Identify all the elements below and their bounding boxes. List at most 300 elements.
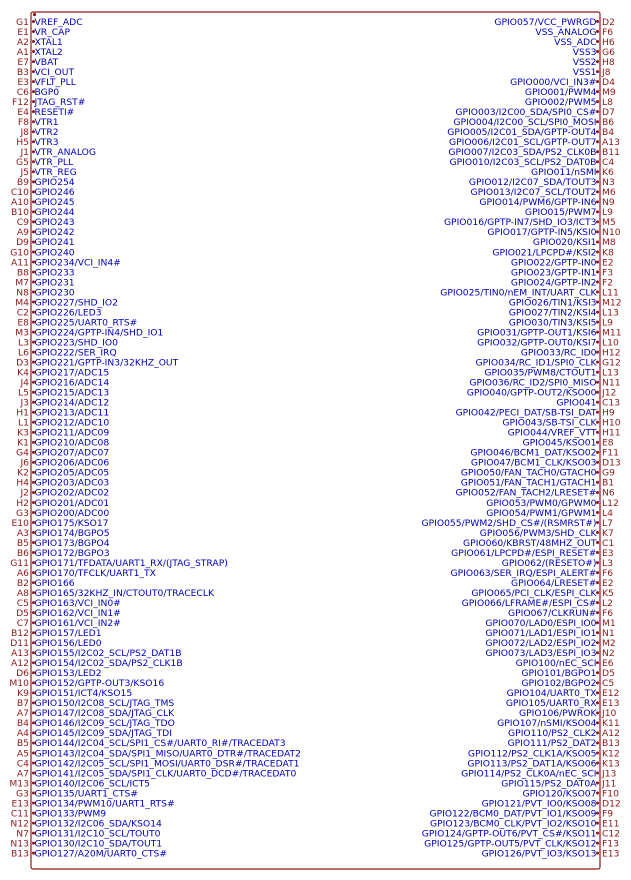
pin-label-gpio062-reseto: GPIO062/(RESETO#) [501, 557, 597, 569]
pin-number: C4 [16, 758, 29, 770]
pin-number: G5 [16, 157, 29, 169]
pin-label-gpio214-adc12: GPIO214/ADC12 [34, 397, 110, 409]
pin-number: A11 [11, 257, 29, 269]
pin1-marker [33, 13, 36, 16]
pin-label-gpio060-kbrst-48mhz-out: GPIO060/KBRST/48MHZ_OUT [463, 537, 597, 549]
pin-number: H8 [602, 56, 615, 68]
pin-label-gpio243: GPIO243 [34, 217, 75, 229]
pin-label-gpio024-gptp-in2: GPIO024/GPTP-IN2 [510, 277, 597, 289]
pin-label-gpio217-adc15: GPIO217/ADC15 [34, 367, 110, 379]
pin-label-gpio124-gptp-out6-pvt-cs-kso11: GPIO124/GPTP-OUT6/PVT_CS#/KSO11 [421, 828, 597, 840]
pin-number: B7 [16, 698, 29, 710]
pin-number: L7 [602, 517, 613, 529]
pin-label-gpio022-gptp-in0: GPIO022/GPTP-IN0 [510, 257, 597, 269]
pin-label-gpio031-gptp-out1-ksi6: GPIO031/GPTP-OUT1/KSI6 [477, 327, 597, 339]
pin-number: C12 [602, 828, 621, 840]
pin-number: D5 [602, 668, 615, 680]
pin-label-reseti: RESETI# [34, 106, 75, 118]
pin-label-gpio127-a20m-uart0-cts: GPIO127/A20M/UART0_CTS# [34, 848, 168, 860]
pin-number: M1 [602, 618, 616, 629]
pin-number: K5 [602, 587, 614, 599]
pin-label-gpio150-i2c08-scl-jtag-tms: GPIO150/I2C08_SCL/JTAG_TMS [34, 698, 175, 710]
pin-number: N7 [16, 828, 29, 840]
pin-number: A12 [602, 728, 620, 740]
pin-label-gpio135-uart1-cts: GPIO135/UART1_CTS# [34, 788, 139, 800]
pin-number: G11 [10, 557, 29, 569]
pin-number: D9 [16, 237, 29, 249]
pin-number: F11 [602, 447, 619, 459]
pin-label-gpio041: GPIO041 [556, 397, 597, 409]
pin-label-gpio201-adc01: GPIO201/ADC01 [34, 497, 110, 509]
pin-label-gpio141-i2c05-sda-spi1-clk-uart0-dcd-tracedat0: GPIO141/I2C05_SDA/SPI1_CLK/UART0_DCD#/TRACEDAT0 [34, 768, 297, 780]
pin-number: L1 [18, 417, 29, 429]
pin-number: C11 [10, 808, 29, 820]
pin-label-gpio227-shd-io2: GPIO227/SHD_IO2 [34, 297, 118, 309]
pin-label-gpio032-gptp-out0-ksi7: GPIO032/GPTP-OUT0/KSI7 [477, 337, 597, 349]
pin-number: M9 [602, 86, 616, 98]
pin-label-gpio223-shd-io0: GPIO223/SHD_IO0 [34, 337, 118, 349]
pin-number: N8 [16, 287, 29, 299]
pin-label-gpio006-i2c01-scl-gptp-out7: GPIO006/I2C01_SCL/GPTP-OUT7 [448, 137, 597, 149]
pin-number: L11 [602, 287, 619, 299]
pin-number: B9 [16, 177, 29, 189]
pin-number: B13 [602, 738, 620, 750]
pin-number: J10 [602, 708, 617, 720]
pin-number: F8 [17, 117, 29, 128]
pin-label-gpio034-rc-id1-spi0-clk: GPIO034/RC_ID1/SPI0_CLK [475, 357, 597, 369]
pin-number: E1 [17, 26, 29, 38]
pin-label-gpio053-pwm0-gpwm0: GPIO053/PWM0/GPWM0 [486, 497, 597, 509]
pin-label-gpio225-uart0-rts: GPIO225/UART0_RTS# [34, 317, 138, 329]
pin-label-gpio134-pwm10-uart1-rts: GPIO134/PWM10/UART1_RTS# [34, 798, 175, 810]
pin-label-gpio012-i2c07-sda-tout3: GPIO012/I2C07_SDA/TOUT3 [468, 177, 597, 189]
pin-label-gpio123-bcm0-clk-pvt-io2-kso10: GPIO123/BCM0_CLK/PVT_IO2/KSO10 [429, 818, 597, 830]
pin-number: D11 [10, 638, 29, 650]
pin-label-gpio226-led3: GPIO226/LED3 [34, 307, 102, 319]
pin-label-gpio142-i2c05-scl-spi1-mosi-uart0-dsr-tracedat1: GPIO142/I2C05_SCL/SPI1_MOSI/UART0_DSR#/TRACEDAT1 [34, 758, 300, 770]
pin-number: D13 [602, 457, 621, 469]
pin-number: B6 [602, 117, 615, 128]
pin-number: D3 [16, 357, 29, 369]
pin-number: E2 [602, 257, 614, 269]
pin-number: E3 [17, 76, 29, 88]
pin-number: L9 [602, 207, 613, 219]
pin-label-gpio120-kso07: GPIO120/KSO07 [522, 788, 597, 800]
pin-label-gpio056-pwm3-shd-clk: GPIO056/PWM3/SHD_CLK [479, 527, 597, 539]
pin-number: C7 [16, 618, 29, 629]
pin-number: G6 [602, 46, 615, 58]
pin-number: J3 [20, 397, 29, 409]
pin-label-xtal2: XTAL2 [34, 46, 63, 58]
pin-number: A13 [602, 137, 620, 149]
pin-number: G12 [602, 357, 621, 369]
pin-label-gpio016-gptp-in7-shd-io3-ict3: GPIO016/GPTP-IN7/SHD_IO3/ICT3 [443, 217, 597, 229]
pin-label-gpio000-vci-in3: GPIO000/VCI_IN3# [510, 76, 597, 88]
pin-label-gpio211-adc09: GPIO211/ADC09 [34, 427, 110, 439]
pin-label-gpio244: GPIO244 [34, 207, 75, 219]
pin-label-gpio100-nec-sci: GPIO100/nEC_SCI [515, 658, 597, 670]
pin-number: A2 [16, 36, 29, 48]
pin-label-gpio216-adc14: GPIO216/ADC14 [34, 377, 110, 389]
pin-label-gpio145-i2c09-sda-jtag-tdi: GPIO145/I2C09_SDA/JTAG_TDI [34, 728, 172, 740]
pin-number: E13 [602, 848, 620, 860]
pin-number: J4 [20, 377, 29, 389]
pin-number: E6 [602, 658, 614, 670]
pin-number: A6 [16, 567, 29, 579]
pin-label-gpio054-pwm1-gpwm1: GPIO054/PWM1/GPWM1 [486, 507, 597, 519]
pin-number: J8 [602, 66, 611, 78]
pin-label-vflt-pll: VFLT_PLL [34, 76, 76, 88]
pin-label-gpio221-gptp-in3-32khz-out: GPIO221/GPTP-IN3/32KHZ_OUT [34, 357, 179, 369]
pin-label-gpio162-vci-in1: GPIO162/VCI_IN1# [34, 607, 121, 619]
pin-label-gpio043-sb-tsi-clk: GPIO043/SB-TSI_CLK [502, 417, 597, 429]
pin-number: N13 [10, 838, 29, 850]
pin-number: J2 [20, 487, 29, 499]
pin-number: D12 [602, 798, 621, 810]
pin-number: K1 [17, 437, 29, 449]
pin-number: B6 [16, 547, 29, 559]
pin-number: A12 [11, 658, 29, 670]
pin-label-gpio101-bgpo1: GPIO101/BGPO1 [521, 668, 597, 680]
pin-number: L13 [602, 307, 619, 319]
pin-number: E13 [11, 798, 29, 810]
pin-label-gpio165-32khz-in-ctout0-traceclk: GPIO165/32KHZ_IN/CTOUT0/TRACECLK [34, 587, 214, 599]
pin-number: N3 [602, 177, 615, 189]
pin-number: J12 [602, 387, 617, 399]
pin-number: N6 [602, 487, 615, 499]
pin-label-gpio152-gptp-out3-kso16: GPIO152/GPTP-OUT3/KSO16 [34, 678, 165, 690]
pin-label-gpio027-tin2-ksi4: GPIO027/TIN2/KSI4 [508, 307, 597, 319]
pin-label-gpio147-i2c08-sda-jtag-clk: GPIO147/I2C08_SDA/JTAG_CLK [34, 708, 175, 720]
pin-number: G4 [16, 447, 29, 459]
pin-label-gpio121-pvt-io0-kso08: GPIO121/PVT_IO0/KSO08 [481, 798, 597, 810]
pin-label-gpio045-kso01: GPIO045/KSO01 [522, 437, 597, 449]
pin-number: K3 [17, 427, 29, 439]
pin-label-gpio222-ser-irq: GPIO222/SER_IRQ [34, 347, 117, 359]
pin-number: M8 [602, 237, 616, 249]
pin-label-gpio175-kso17: GPIO175/KSO17 [34, 517, 109, 529]
pin-number: E3 [602, 547, 614, 559]
pin-label-gpio033-rc-id0: GPIO033/RC_ID0 [520, 347, 597, 359]
pin-label-gpio163-vci-in0: GPIO163/VCI_IN0# [34, 597, 121, 609]
pin-label-gpio070-lad0-espi-io0: GPIO070/LAD0/ESPI_IO0 [485, 618, 597, 629]
pin-label-gpio035-pwm8-ctout1: GPIO035/PWM8/CTOUT1 [484, 367, 597, 379]
pin-label-gpio020-ksi1: GPIO020/KSI1 [532, 237, 597, 249]
pin-number: F9 [602, 808, 614, 820]
pin-label-gpio161-vci-in2: GPIO161/VCI_IN2# [34, 618, 121, 629]
pin-label-gpio072-lad2-espi-io2: GPIO072/LAD2/ESPI_IO2 [485, 638, 597, 650]
pin-number: L13 [602, 367, 619, 379]
pin-number: A7 [16, 708, 29, 720]
pin-label-vss-analog: VSS_ANALOG [535, 26, 597, 38]
pin-label-vtr-analog: VTR_ANALOG [34, 147, 96, 159]
pin-number: H9 [602, 407, 615, 419]
pin-number: C5 [602, 678, 615, 690]
pin-number: J11 [602, 778, 617, 790]
pin-number: C6 [16, 86, 29, 98]
pin-number: M6 [602, 187, 616, 199]
pin-label-gpio155-i2c02-scl-ps2-dat1b: GPIO155/I2C02_SCL/PS2_DAT1B [34, 648, 182, 660]
pin-label-gpio007-i2c03-sda-ps2-clk0b: GPIO007/I2C03_SDA/PS2_CLK0B [448, 147, 597, 159]
pin-number: A13 [11, 648, 29, 660]
pin-label-gpio114-ps2-clk0a-nec-sci: GPIO114/PS2_CLK0A/nEC_SCI [461, 768, 597, 780]
pin-label-gpio154-i2c02-sda-ps2-clk1b: GPIO154/I2C02_SDA/PS2_CLK1B [34, 658, 183, 670]
pin-number: A8 [16, 587, 29, 599]
pin-label-gpio040-gptp-out2-kso00: GPIO040/GPTP-OUT2/KSO00 [466, 387, 597, 399]
pin-label-gpio013-i2c07-scl-tout2: GPIO013/I2C07_SCL/TOUT2 [470, 187, 597, 199]
pin-label-gpio245: GPIO245 [34, 197, 75, 209]
pin-number: K4 [17, 367, 29, 379]
pin-number: J8 [20, 127, 29, 139]
pin-label-gpio042-peci-dat-sb-tsi-dat: GPIO042/PECI_DAT/SB-TSI_DAT [455, 407, 597, 419]
pin-label-gpio207-adc07: GPIO207/ADC07 [34, 447, 110, 459]
pin-number: M13 [9, 778, 29, 790]
pin-number: B13 [11, 848, 29, 860]
pin-label-gpio215-adc13: GPIO215/ADC13 [34, 387, 110, 399]
pin-number: L12 [602, 497, 619, 509]
pin-number: N2 [602, 648, 615, 660]
pin-label-gpio151-ict4-kso15: GPIO151/ICT4/KSO15 [34, 688, 133, 700]
pin-number: K11 [602, 718, 620, 730]
pin-number: K6 [602, 167, 614, 179]
pin-label-vss3: VSS3 [572, 46, 597, 58]
pin-number: A4 [16, 728, 29, 740]
pin-number: D2 [602, 16, 615, 28]
pin-label-vtr3: VTR3 [34, 137, 59, 149]
pin-number: C1 [602, 537, 615, 549]
pin-number: D5 [16, 607, 29, 619]
pin-label-gpio061-lpcpd-espi-reset: GPIO061/LPCPD#/ESPI_RESET# [451, 547, 597, 559]
pin-label-gpio206-adc06: GPIO206/ADC06 [34, 457, 110, 469]
pin-label-gpio133-pwm9: GPIO133/PWM9 [34, 808, 107, 820]
pin-number: K8 [602, 247, 614, 259]
pin-label-vtr-reg: VTR_REG [34, 167, 77, 179]
pin-label-gpio071-lad1-espi-io1: GPIO071/LAD1/ESPI_IO1 [485, 628, 597, 640]
pin-number: J6 [20, 457, 29, 469]
pin-label-vci-out: VCI_OUT [34, 66, 75, 78]
pin-label-gpio107-nsmi-kso04: GPIO107/nSMI/KSO04 [497, 718, 597, 730]
pin-label-gpio156-led0: GPIO156/LED0 [34, 638, 102, 650]
pin-number: L2 [602, 597, 613, 609]
pin-number: H1 [16, 407, 29, 419]
pin-number: K9 [17, 688, 29, 700]
pin-number: N9 [602, 197, 615, 209]
pin-label-gpio026-tin1-ksi3: GPIO026/TIN1/KSI3 [508, 297, 597, 309]
pin-number: E7 [17, 56, 29, 68]
pin-number: F6 [602, 567, 614, 579]
pin-number: C4 [602, 157, 615, 169]
pin-label-gpio017-gptp-in5-ksi0: GPIO017/GPTP-IN5/KSI0 [487, 227, 597, 239]
pin-number: A9 [16, 227, 29, 239]
pin-number: N10 [602, 227, 621, 239]
pin-label-gpio157-led1: GPIO157/LED1 [34, 628, 102, 640]
pin-label-gpio122-bcm0-dat-pvt-io1-kso09: GPIO122/BCM0_DAT/PVT_IO1/KSO09 [429, 808, 597, 820]
pin-number: N1 [602, 628, 615, 640]
pin-number: L3 [18, 337, 29, 349]
pin-number: H11 [602, 427, 621, 439]
pin-label-gpio153-led2: GPIO153/LED2 [34, 668, 102, 680]
pin-number: G9 [602, 467, 615, 479]
pin-label-gpio011-nsmi: GPIO011/nSMI [530, 167, 597, 179]
pin-label-xtal1: XTAL1 [34, 36, 63, 48]
pin-number: J13 [602, 768, 617, 780]
pin-label-gpio132-i2c06-sda-kso14: GPIO132/I2C06_SDA/KSO14 [34, 818, 162, 830]
pin-number: C10 [10, 187, 29, 199]
pin-label-vr-cap: VR_CAP [34, 26, 71, 38]
pin-label-gpio055-pwm2-shd-cs-rsmrst: GPIO055/PWM2/SHD_CS#/(RSMRST#) [421, 517, 597, 529]
pin-label-gpio130-i2c10-sda-tout1: GPIO130/I2C10_SDA/TOUT1 [34, 838, 163, 850]
pin-number: B2 [16, 577, 29, 589]
pin-label-gpio203-adc03: GPIO203/ADC03 [34, 477, 110, 489]
pin-number: M10 [9, 678, 29, 690]
pin-number: B10 [11, 207, 29, 219]
pin-number: E11 [602, 818, 620, 830]
pin-label-gpio246: GPIO246 [34, 187, 75, 199]
pin-label-gpio005-i2c01-sda-gptp-out4: GPIO005/I2C01_SDA/GPTP-OUT4 [447, 127, 597, 139]
pin-number: B8 [16, 267, 29, 279]
pin-label-vref-adc: VREF_ADC [34, 16, 83, 28]
pin-number: G1 [16, 16, 29, 28]
pin-number: E12 [602, 688, 620, 700]
pin-number: D7 [602, 106, 615, 118]
pin-label-gpio234-vci-in4: GPIO234/VCI_IN4# [34, 257, 121, 269]
pin-label-gpio102-bgpo2: GPIO102/BGPO2 [521, 678, 597, 690]
pin-label-gpio172-bgpo3: GPIO172/BGPO3 [34, 547, 110, 559]
pin-number: A1 [16, 46, 29, 58]
pin-number: L5 [18, 387, 29, 399]
pin-label-gpio014-pwm6-gptp-in6: GPIO014/PWM6/GPTP-IN6 [479, 197, 597, 209]
pin-label-gpio004-i2c00-scl-spi0-mosi: GPIO004/I2C00_SCL/SPI0_MOSI [453, 117, 597, 128]
pin-number: J1 [20, 147, 29, 159]
pin-label-gpio021-lpcpd-ksi2: GPIO021/LPCPD#/KSI2 [492, 247, 597, 259]
pin-label-gpio254: GPIO254 [34, 177, 75, 189]
pin-number: F6 [602, 607, 614, 619]
pin-number: C2 [16, 307, 29, 319]
pin-label-gpio200-adc00: GPIO200/ADC00 [34, 507, 110, 519]
pin-number: N12 [10, 818, 29, 830]
pin-label-gpio144-i2c04-scl-spi1-cs-uart0-ri-tracedat3: GPIO144/I2C04_SCL/SPI1_CS#/UART0_RI#/TRACEDAT3 [34, 738, 286, 750]
pin-label-gpio212-adc10: GPIO212/ADC10 [34, 417, 110, 429]
pin-number: L6 [18, 347, 29, 359]
pin-label-gpio066-lframe-espi-cs: GPIO066/LFRAME#/ESPI_CS# [461, 597, 597, 609]
pin-number: E4 [17, 106, 29, 118]
pin-number: A10 [11, 197, 29, 209]
pin-number: A7 [16, 768, 29, 780]
pin-label-bgp0: BGP0 [34, 86, 60, 98]
pin-number: M2 [602, 638, 616, 650]
pin-number: K7 [602, 527, 614, 539]
pin-label-gpio104-uart0-tx: GPIO104/UART0_TX [506, 688, 597, 700]
pin-number: E13 [602, 698, 620, 710]
pin-label-gpio067-clkrun: GPIO067/CLKRUN# [508, 607, 597, 619]
pin-number: L4 [602, 507, 613, 519]
pin-label-vtr1: VTR1 [34, 117, 59, 128]
pin-number: M3 [15, 327, 29, 339]
pin-number: E10 [11, 517, 29, 529]
pin-label-gpio143-i2c04-sda-spi1-miso-uart0-dtr-tracedat2: GPIO143/I2C04_SDA/SPI1_MISO/UART0_DTR#/TRACEDAT2 [34, 748, 301, 760]
pin-label-gpio126-pvt-io3-kso13: GPIO126/PVT_IO3/KSO13 [481, 848, 597, 860]
pin-label-gpio213-adc11: GPIO213/ADC11 [34, 407, 110, 419]
pin-number: B4 [16, 718, 29, 730]
pin-number: F3 [602, 267, 614, 279]
pin-number: H4 [16, 477, 29, 489]
pin-label-gpio240: GPIO240 [34, 247, 75, 259]
pin-number: C13 [602, 397, 621, 409]
pin-label-vbat: VBAT [34, 56, 59, 68]
pin-label-gpio171-tfdata-uart1-rx-jtag-strap: GPIO171/TFDATA/UART1_RX/(JTAG_STRAP) [34, 557, 228, 569]
pin-label-gpio110-ps2-clk2: GPIO110/PS2_CLK2 [508, 728, 597, 740]
pin-number: M7 [15, 277, 29, 289]
pin-label-gpio224-gptp-in4-shd-io1: GPIO224/GPTP-IN4/SHD_IO1 [34, 327, 164, 339]
pin-label-gpio241: GPIO241 [34, 237, 75, 249]
pin-label-gpio210-adc08: GPIO210/ADC08 [34, 437, 110, 449]
pin-number: B1 [602, 477, 615, 489]
pin-number: M12 [602, 297, 622, 309]
pin-label-gpio125-gptp-out5-pvt-clk-kso12: GPIO125/GPTP-OUT5/PVT_CLK/KSO12 [424, 838, 597, 850]
pin-label-gpio023-gptp-in1: GPIO023/GPTP-IN1 [510, 267, 597, 279]
pin-label-vss1: VSS1 [572, 66, 597, 78]
pin-number: L9 [602, 317, 613, 329]
pin-number: G10 [10, 247, 29, 259]
pin-label-gpio064-lreset: GPIO064/LRESET# [511, 577, 597, 589]
pin-number: L3 [602, 557, 613, 569]
pin-label-gpio231: GPIO231 [34, 277, 75, 289]
pin-label-gpio044-vref-vtt: GPIO044/VREF_VTT [507, 427, 597, 439]
pin-number: M5 [602, 217, 616, 229]
pin-number: H10 [602, 417, 621, 429]
pin-label-gpio003-i2c00-sda-spi0-cs: GPIO003/I2C00_SDA/SPI0_CS# [455, 106, 597, 118]
pin-number: E2 [602, 577, 614, 589]
pin-label-gpio001-pwm4: GPIO001/PWM4 [524, 86, 597, 98]
pin-number: H6 [602, 36, 615, 48]
pin-number: B4 [602, 127, 615, 139]
pin-number: F2 [602, 277, 614, 289]
pin-number: L10 [602, 337, 619, 349]
pin-label-gpio106-pwrok: GPIO106/PWROK [519, 708, 597, 720]
pin-number: B5 [16, 537, 29, 549]
pin-number: B3 [16, 66, 29, 78]
pin-label-gpio202-adc02: GPIO202/ADC02 [34, 487, 110, 499]
pin-number: F13 [602, 838, 619, 850]
pin-label-gpio174-bgpo5: GPIO174/BGPO5 [34, 527, 110, 539]
pin-label-gpio131-i2c10-scl-tout0: GPIO131/I2C10_SCL/TOUT0 [34, 828, 161, 840]
pin-label-gpio051-fan-tach1-gtach1: GPIO051/FAN_TACH1/GTACH1 [460, 477, 597, 489]
pin-number: G3 [16, 507, 29, 519]
pin-number: D6 [16, 668, 29, 680]
pin-number: F10 [602, 788, 619, 800]
pin-label-gpio115-ps2-dat0a: GPIO115/PS2_DAT0A [501, 778, 597, 790]
pin-label-gpio170-tfclk-uart1-tx: GPIO170/TFCLK/UART1_TX [34, 567, 156, 579]
pin-label-gpio046-bcm1-dat-kso02: GPIO046/BCM1_DAT/KSO02 [470, 447, 597, 459]
pin-number: M4 [15, 297, 29, 309]
pin-label-gpio015-pwm7: GPIO015/PWM7 [524, 207, 597, 219]
pin-label-gpio063-ser-irq-espi-alert: GPIO063/SER_IRQ/ESPI_ALERT# [450, 567, 597, 579]
pin-label-vtr2: VTR2 [34, 127, 59, 139]
pin-label-gpio010-i2c03-scl-ps2-dat0b: GPIO010/I2C03_SCL/PS2_DAT0B [449, 157, 597, 169]
pin-label-gpio166: GPIO166 [34, 577, 75, 589]
pin-label-gpio050-fan-tach0-gtach0: GPIO050/FAN_TACH0/GTACH0 [460, 467, 597, 479]
pin-number: J5 [20, 167, 29, 179]
pin-label-gpio052-fan-tach2-lreset: GPIO052/FAN_TACH2/LRESET# [455, 487, 597, 499]
pin-number: K2 [17, 467, 29, 479]
pin-number: G3 [16, 788, 29, 800]
pin-number: B5 [16, 738, 29, 750]
pin-label-vtr-pll: VTR_PLL [34, 157, 74, 169]
pin-label-gpio242: GPIO242 [34, 227, 75, 239]
pin-label-gpio112-ps2-clk1a-kso05: GPIO112/PS2_CLK1A/KSO05 [467, 748, 597, 760]
pin-number: F6 [602, 26, 614, 38]
pin-number: B12 [11, 628, 29, 640]
